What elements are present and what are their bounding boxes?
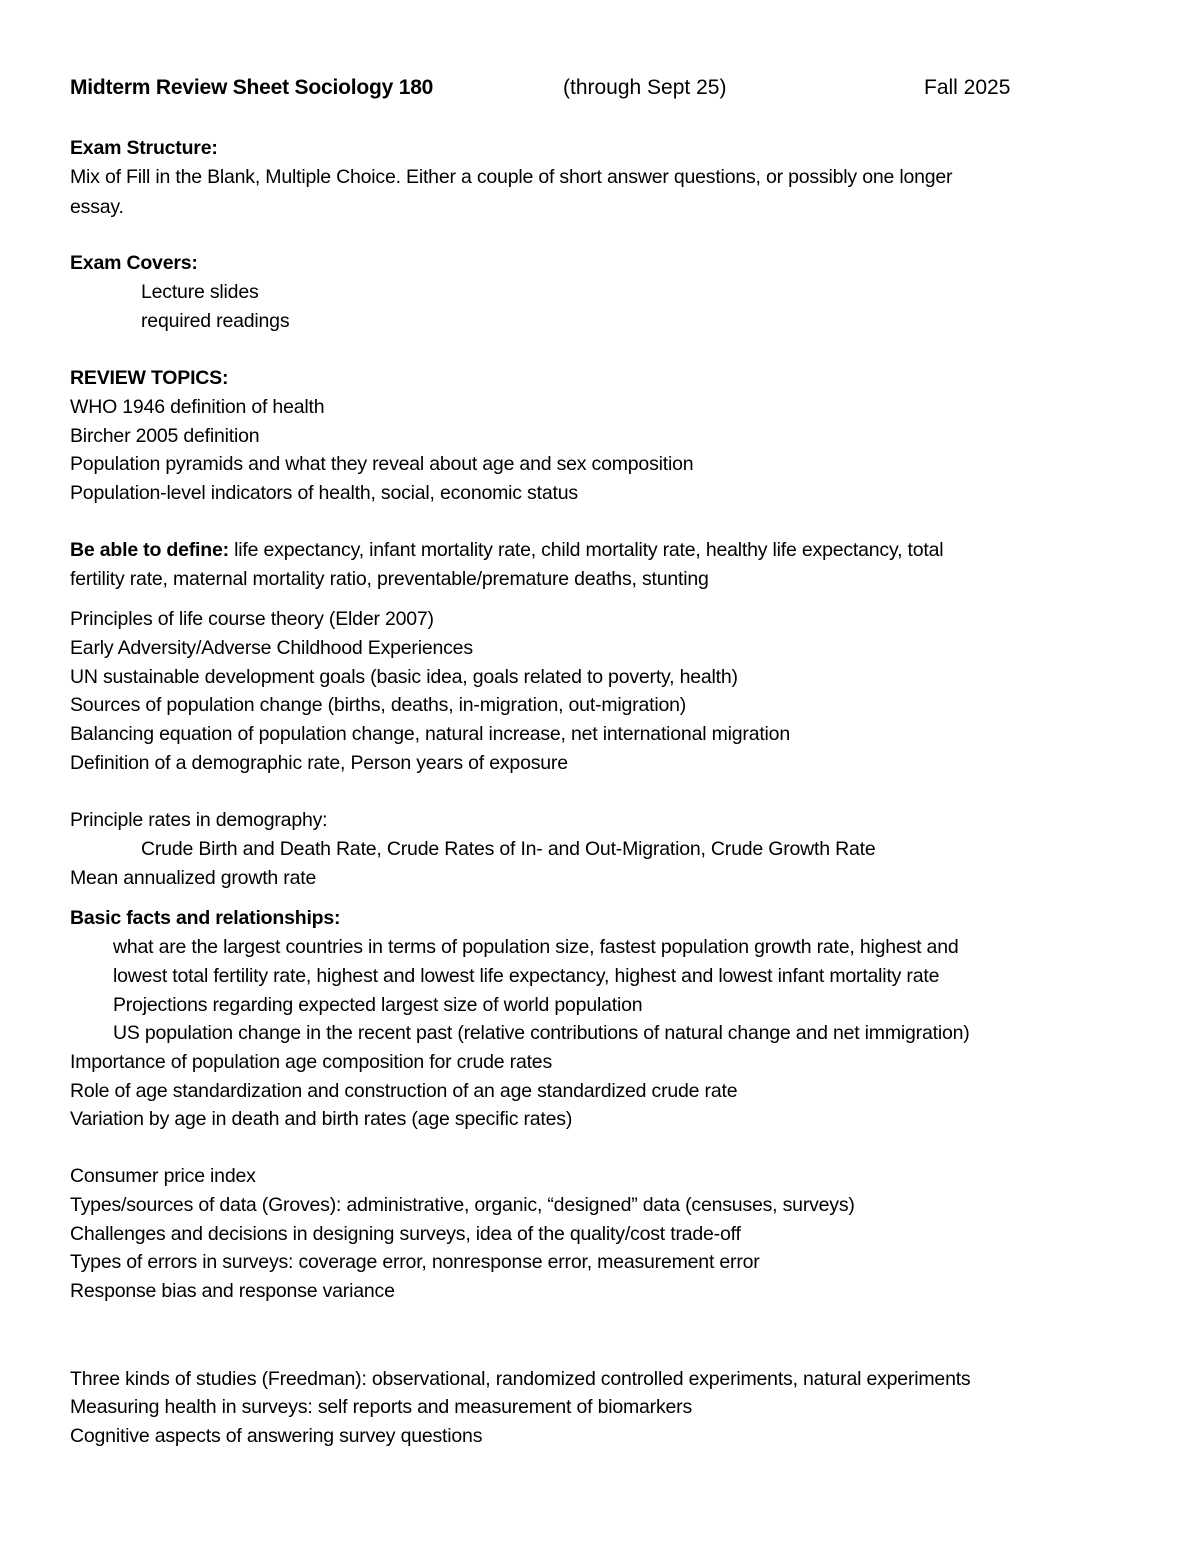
term-label: Fall 2025 — [924, 76, 1011, 99]
study-topic-item: Three kinds of studies (Freedman): observational, randomized controlled experiments, natural experiments — [70, 1368, 971, 1390]
exam-structure-line: Mix of Fill in the Blank, Multiple Choice. Either a couple of short answer questions, or possibly one longer — [70, 166, 953, 188]
define-line: fertility rate, maternal mortality ratio, preventable/premature deaths, stunting — [70, 568, 709, 590]
review-topic-item: Population-level indicators of health, social, economic status — [70, 482, 578, 504]
exam-structure-line: essay. — [70, 196, 124, 218]
basic-facts-item: Role of age standardization and construction of an age standardized crude rate — [70, 1080, 738, 1102]
data-topic-item: Consumer price index — [70, 1165, 256, 1187]
basic-facts-item: Variation by age in death and birth rates (age specific rates) — [70, 1108, 573, 1130]
define-label: Be able to define: — [70, 539, 229, 561]
exam-covers-item: Lecture slides — [141, 281, 259, 303]
topic-item: Definition of a demographic rate, Person years of exposure — [70, 752, 568, 774]
review-topic-item: Bircher 2005 definition — [70, 425, 260, 447]
basic-facts-subitem: what are the largest countries in terms of population size, fastest population growth rate, highest and — [113, 936, 959, 958]
define-line — [70, 538, 943, 562]
rates-item: Crude Birth and Death Rate, Crude Rates of In- and Out-Migration, Crude Growth Rate — [141, 838, 876, 860]
basic-facts-heading: Basic facts and relationships: — [70, 907, 341, 929]
topic-item: Balancing equation of population change, natural increase, net international migration — [70, 723, 790, 745]
review-topics-heading: REVIEW TOPICS: — [70, 367, 229, 389]
basic-facts-item: Importance of population age composition for crude rates — [70, 1051, 553, 1073]
data-topic-item: Response bias and response variance — [70, 1280, 395, 1302]
date-range: (through Sept 25) — [563, 76, 727, 99]
basic-facts-subitem: lowest total fertility rate, highest and lowest life expectancy, highest and lowest infant mortality rate — [113, 965, 940, 987]
study-topic-item: Measuring health in surveys: self reports and measurement of biomarkers — [70, 1396, 693, 1418]
topic-item: Sources of population change (births, deaths, in-migration, out-migration) — [70, 694, 687, 716]
basic-facts-subitem: US population change in the recent past (relative contributions of natural change and net immigration) — [113, 1022, 970, 1044]
rates-item: Mean annualized growth rate — [70, 867, 317, 889]
study-topic-item: Cognitive aspects of answering survey questions — [70, 1425, 483, 1447]
exam-covers-item: required readings — [141, 310, 290, 332]
data-topic-item: Types/sources of data (Groves): administrative, organic, “designed” data (censuses, surveys) — [70, 1194, 855, 1216]
data-topic-item: Challenges and decisions in designing surveys, idea of the quality/cost trade-off — [70, 1223, 741, 1245]
topic-item: Early Adversity/Adverse Childhood Experiences — [70, 637, 473, 659]
review-topic-item: Population pyramids and what they reveal about age and sex composition — [70, 453, 694, 475]
rates-heading: Principle rates in demography: — [70, 809, 328, 831]
topic-item: UN sustainable development goals (basic idea, goals related to poverty, health) — [70, 666, 738, 688]
basic-facts-subitem: Projections regarding expected largest size of world population — [113, 994, 643, 1016]
exam-covers-heading: Exam Covers: — [70, 252, 198, 274]
topic-item: Principles of life course theory (Elder 2007) — [70, 608, 434, 630]
define-terms: life expectancy, infant mortality rate, child mortality rate, healthy life expectancy, total — [228, 539, 944, 561]
document-title: Midterm Review Sheet Sociology 180 — [70, 76, 434, 99]
review-topic-item: WHO 1946 definition of health — [70, 396, 325, 418]
exam-structure-heading: Exam Structure: — [70, 137, 218, 159]
data-topic-item: Types of errors in surveys: coverage error, nonresponse error, measurement error — [70, 1251, 760, 1273]
